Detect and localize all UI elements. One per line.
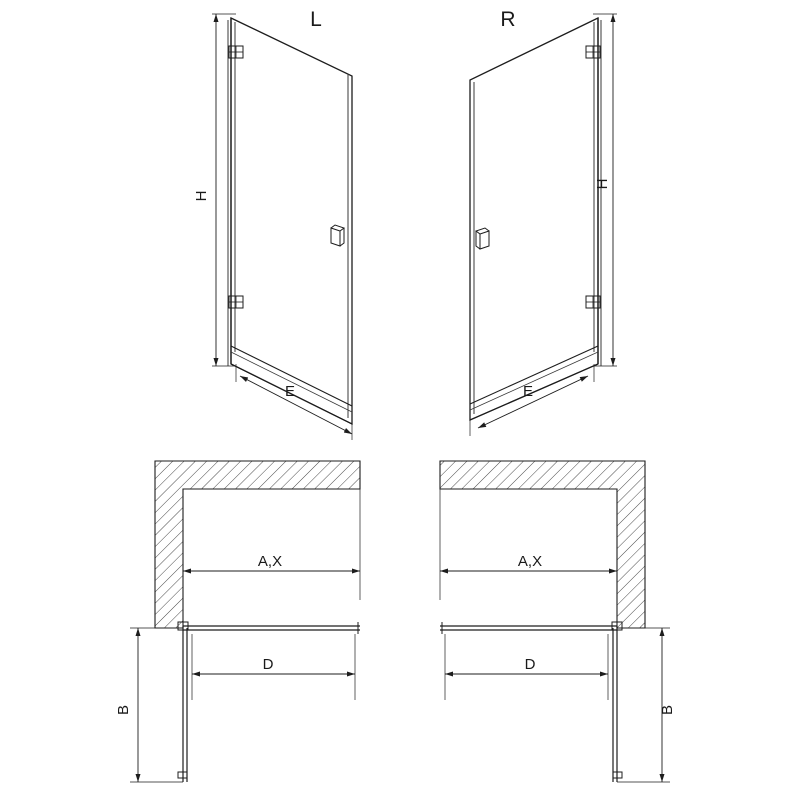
dimension-label-door-right: D [524, 656, 536, 673]
plan-right-view [440, 461, 676, 782]
dimension-label-width-right: E [522, 383, 534, 400]
door-panel-right [470, 18, 601, 420]
dimension-swing-right [617, 628, 676, 782]
dimension-door-left [192, 634, 355, 700]
dimension-label-height-left: H [193, 190, 210, 202]
wall-hatch-right-plan [440, 461, 645, 628]
variant-label-right: R [500, 8, 516, 31]
dimension-height-left [193, 14, 236, 366]
dimension-label-width-left: E [284, 383, 296, 400]
wall-hatch-left-plan [155, 461, 360, 628]
elevation-left-view [193, 8, 352, 440]
dimension-opening-left [183, 489, 360, 600]
dimension-swing-left [115, 628, 183, 782]
door-plan-right [440, 622, 622, 782]
dimension-label-swing-right: B [659, 704, 676, 716]
dimension-opening-right [440, 489, 617, 600]
plan-left-view [115, 461, 360, 782]
door-panel-left [228, 18, 352, 424]
dimension-height-right [593, 14, 617, 366]
dimension-label-swing-left: B [115, 704, 132, 716]
dimension-label-height-right: H [594, 178, 611, 190]
dimension-label-opening-left: A,X [257, 553, 283, 570]
variant-label-left: L [310, 8, 322, 31]
handle-icon-left [331, 225, 344, 246]
dimension-door-right [445, 634, 608, 700]
door-plan-left [178, 622, 360, 782]
dimension-label-door-left: D [262, 656, 274, 673]
dimension-label-opening-right: A,X [517, 553, 543, 570]
elevation-right-view [470, 8, 617, 436]
dimension-width-right [470, 364, 594, 436]
handle-icon-right [476, 228, 489, 249]
